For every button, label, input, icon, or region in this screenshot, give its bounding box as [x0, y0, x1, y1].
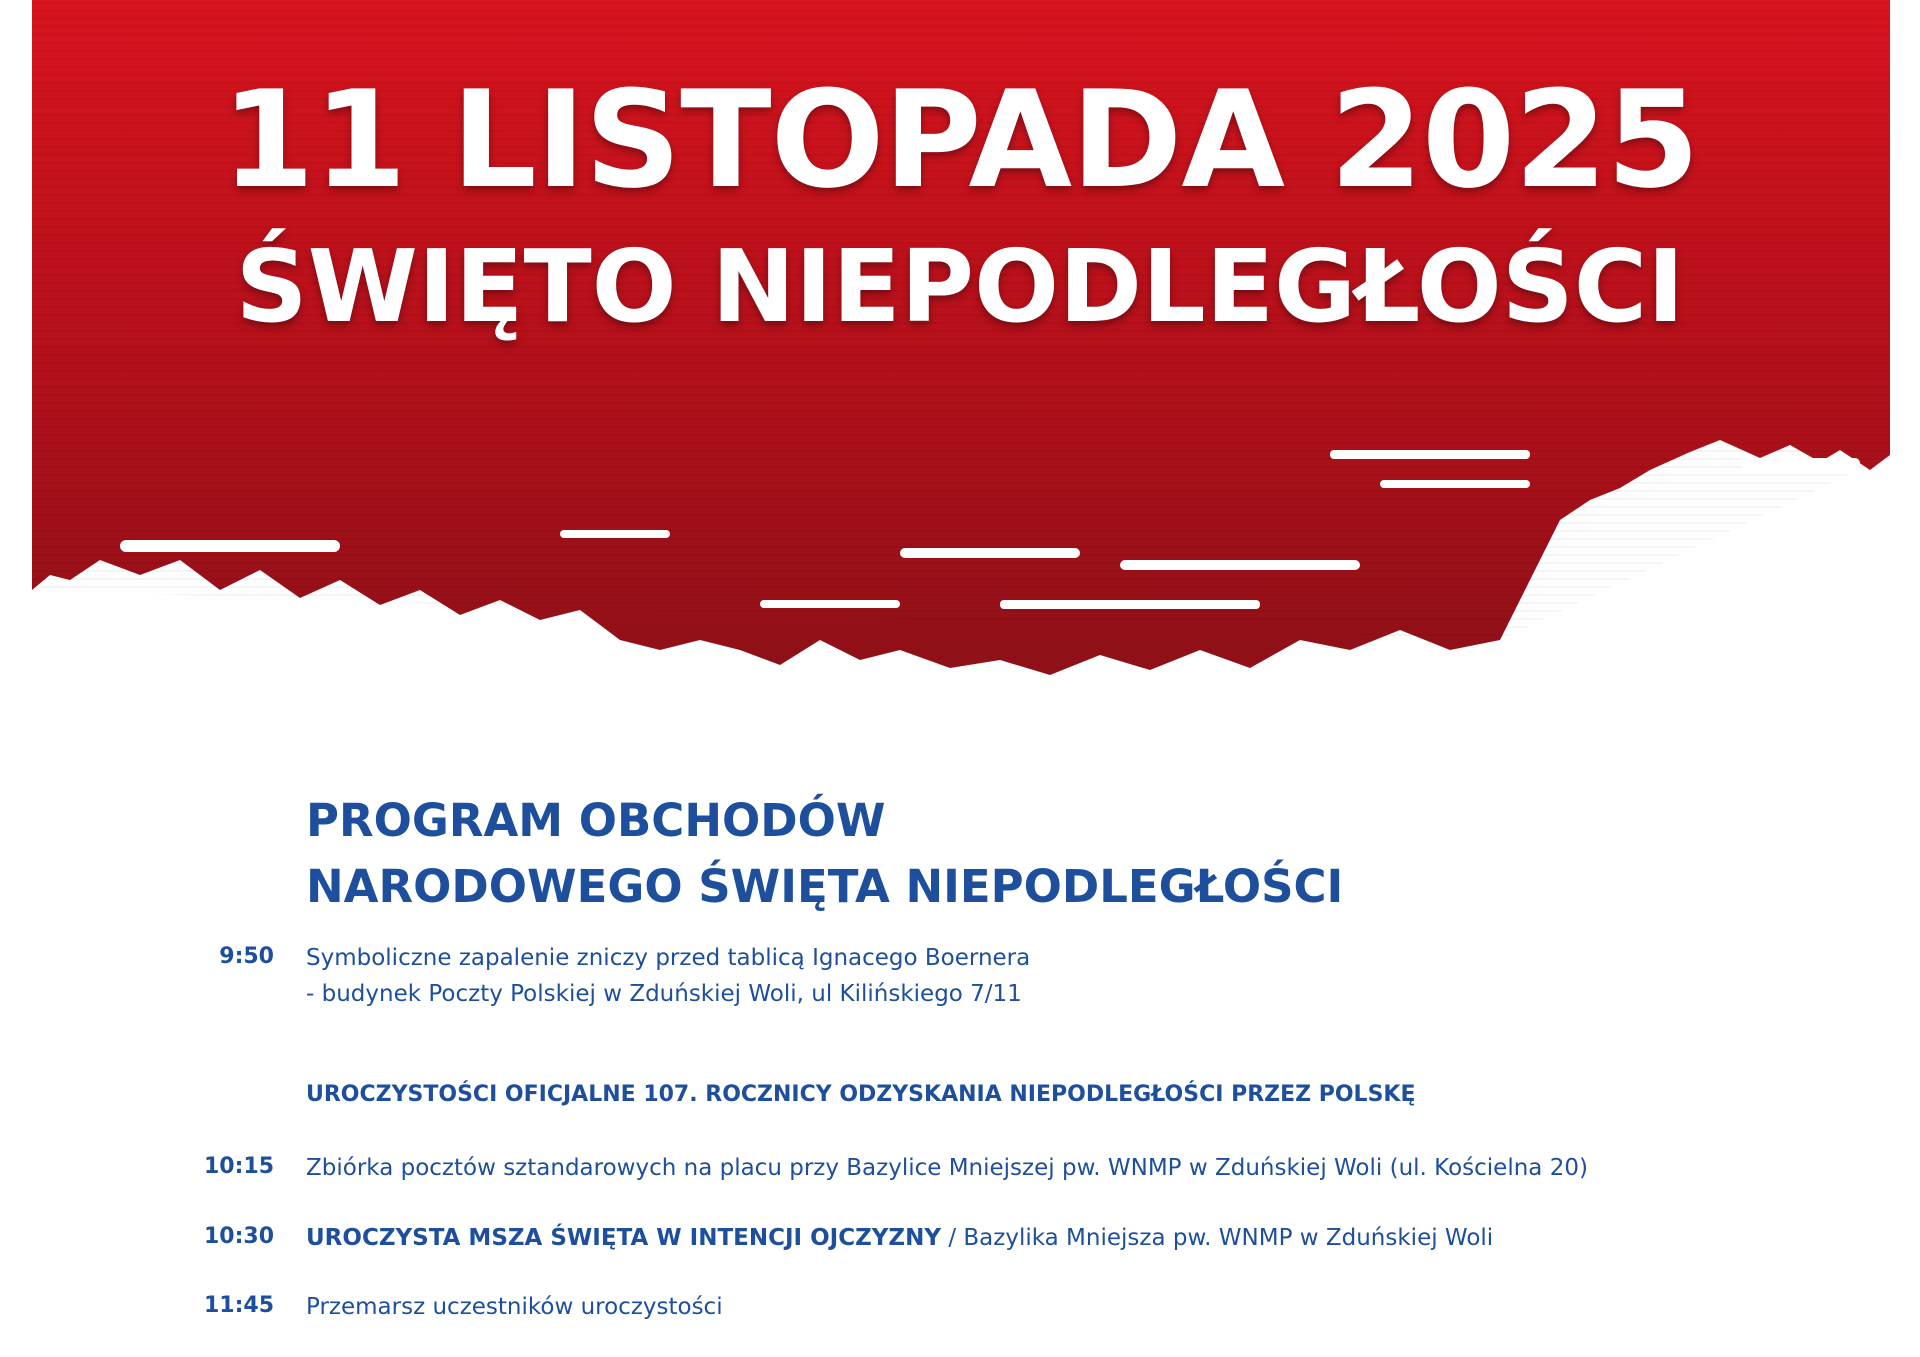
event-text: / Bazylika Mniejsza pw. WNMP w Zduńskiej Woli	[941, 1225, 1494, 1251]
event-description	[306, 940, 1030, 1012]
event-description-line2: - budynek Poczty Polskiej w Zduńskiej Woli, ul Kilińskiego 7/11	[306, 981, 1022, 1007]
section-heading: UROCZYSTOŚCI OFICJALNE 107. ROCZNICY ODZYSKANIA NIEPODLEGŁOŚCI PRZEZ POLSKĘ	[306, 1082, 1416, 1107]
holiday-headline: ŚWIĘTO NIEPODLEGŁOŚCI	[235, 228, 1685, 345]
date-headline: 11 LISTOPADA 2025	[221, 62, 1699, 218]
event-description-line1: Symboliczne zapalenie zniczy przed tablicą Ignacego Boernera	[306, 945, 1031, 971]
event-time: 10:30	[203, 1224, 274, 1249]
event-time: 11:45	[203, 1293, 274, 1318]
event-time: 9:50	[219, 944, 274, 969]
program-title-line1: PROGRAM OBCHODÓW	[306, 794, 886, 847]
event-description	[306, 1220, 1493, 1256]
event-time: 10:15	[203, 1154, 274, 1179]
event-description	[306, 1150, 1588, 1186]
program-title-line2: NARODOWEGO ŚWIĘTA NIEPODLEGŁOŚCI	[306, 860, 1344, 913]
event-text: Przemarsz uczestników uroczystości	[306, 1294, 723, 1320]
program-title	[306, 788, 1343, 920]
event-title-bold: UROCZYSTA MSZA ŚWIĘTA W INTENCJI OJCZYZNY	[306, 1225, 942, 1251]
event-description	[306, 1289, 723, 1325]
event-text: Zbiórka pocztów sztandarowych na placu przy Bazylice Mniejszej pw. WNMP w Zduńskiej Woli (ul. Kościelna 20)	[306, 1155, 1588, 1181]
